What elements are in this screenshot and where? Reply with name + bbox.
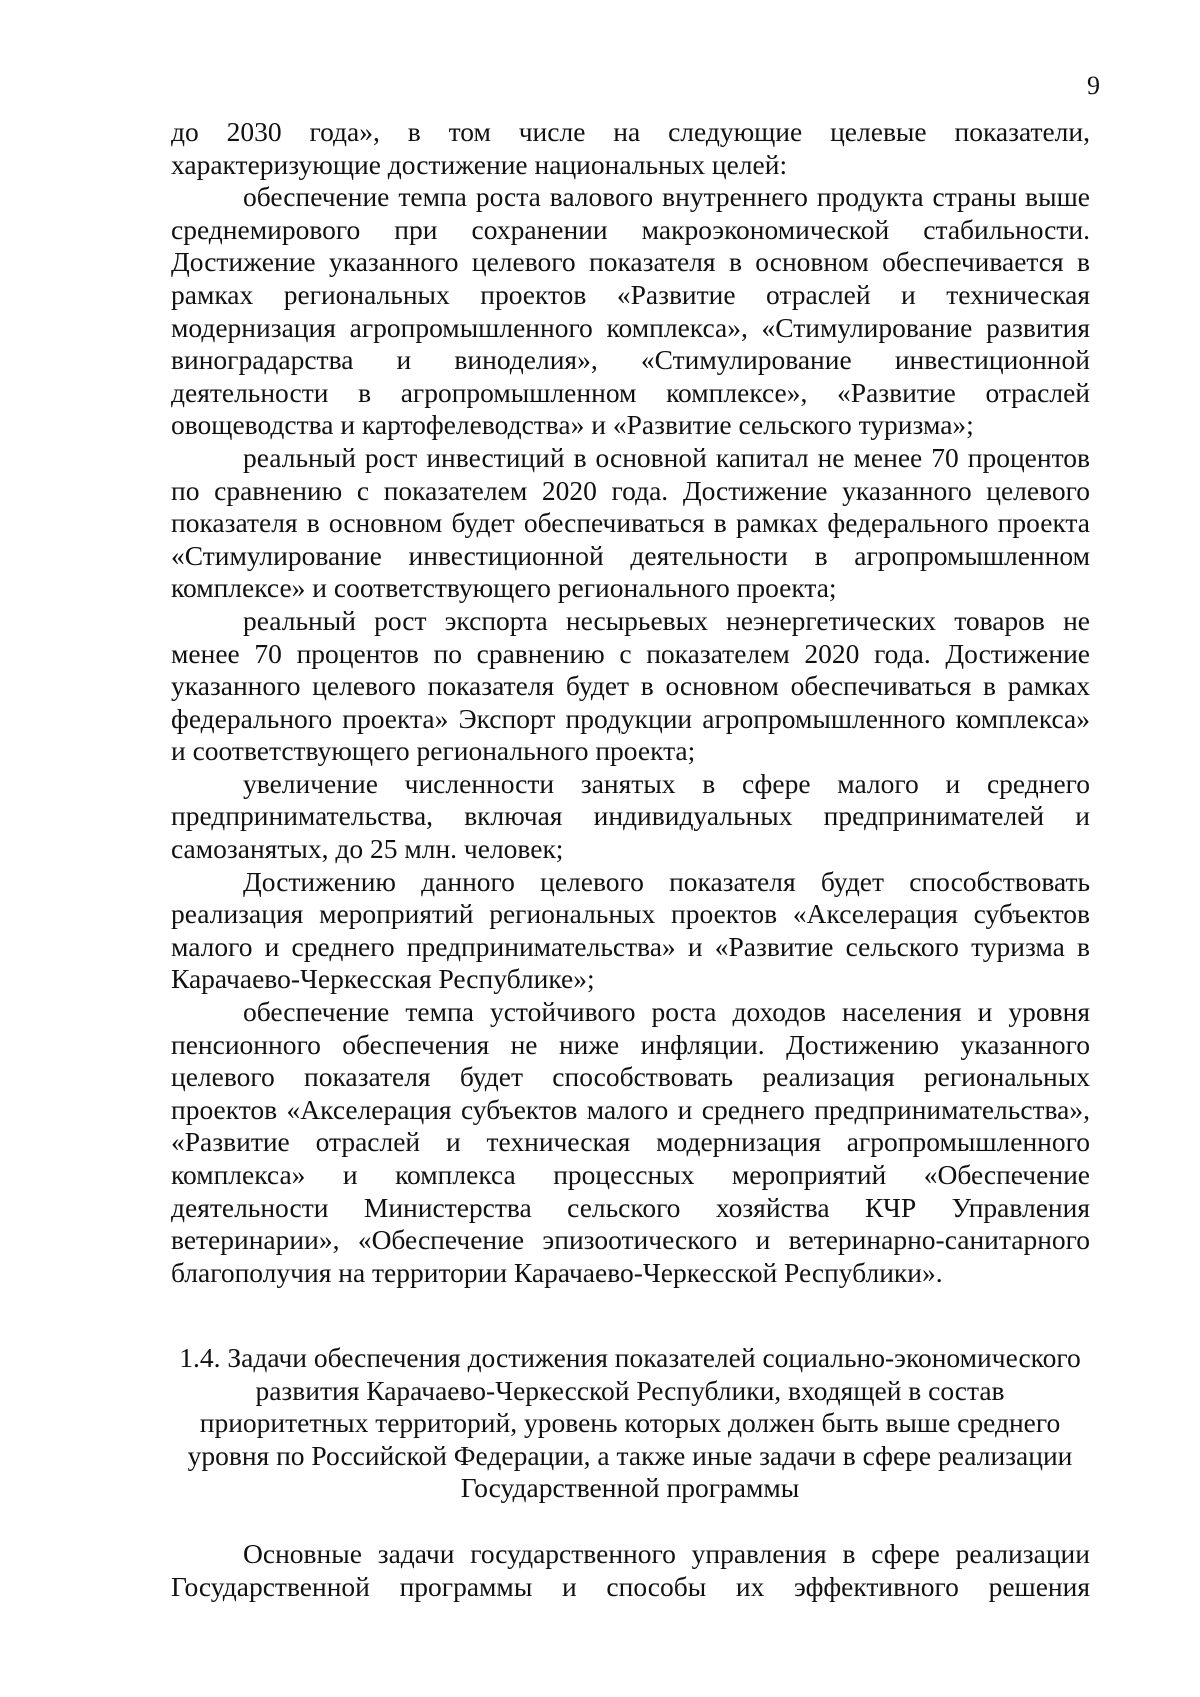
section-heading-line: развития Карачаево-Черкесской Республики, входящей в состав — [255, 1374, 1005, 1406]
paragraph-investment-growth: реальный рост инвестиций в основной капитал не менее 70 процентов по сравнению с показателем 2020 года. Достижение указанного целевого показателя в основном будет обеспечиваться в рамках федерального проекта «Стимулирование инвестиционной деятельности в агропромышленном комплексе» и соответствующего регионального проекта; — [171, 441, 1090, 604]
closing-text — [171, 1538, 1090, 1636]
section-heading-line: приоритетных территорий, уровень которых должен быть выше среднего — [199, 1407, 1061, 1439]
section-heading-line: 1.4. Задачи обеспечения достижения показателей социально-экономического — [179, 1342, 1081, 1373]
section-heading — [150, 1342, 1110, 1505]
paragraph-sme-projects: Достижению данного целевого показателя будет способствовать реализация мероприятий региональных проектов «Акселерация субъектов малого и среднего предпринимательства» и «Развитие сельского туризма в Карачаево-Черкесская Республике»; — [171, 865, 1090, 995]
paragraph-main-tasks-text: Основные задачи государственного управления в сфере реализации Государственной программы и способы их эффективного решения — [171, 1538, 1090, 1602]
paragraph-intro: до 2030 года», в том числе на следующие целевые показатели, характеризующие достижение национальных целей: — [171, 116, 1090, 180]
paragraph-gdp-growth: обеспечение темпа роста валового внутреннего продукта страны выше среднемирового при сохранении макроэкономической стабильности. Достижение указанного целевого показателя в основном обеспечивается в рамках региональных проектов «Развитие отраслей и техническая модернизация агропромышленного комплекса», «Стимулирование развития виноградарства и виноделия», «Стимулирование инвестиционной деятельности в агропромышленном комплексе», «Развитие отраслей овощеводства и картофелеводства» и «Развитие сельского туризма»; — [171, 181, 1090, 441]
paragraph-sme-employment: увеличение численности занятых в сфере малого и среднего предпринимательства, включая индивидуальных предпринимателей и самозанятых, до 25 млн. человек; — [171, 767, 1090, 865]
page-number: 9 — [1087, 71, 1100, 100]
paragraph-main-tasks — [171, 1538, 1090, 1636]
section-heading-line: Государственной программы — [460, 1472, 800, 1504]
body-text — [171, 116, 1090, 1289]
paragraph-income-growth: обеспечение темпа устойчивого роста доходов населения и уровня пенсионного обеспечения не ниже инфляции. Достижению указанного целевого показателя будет способствовать реализация региональных проектов «Акселерация субъектов малого и среднего предпринимательства», «Развитие отраслей и техническая модернизация агропромышленного комплекса» и комплекса процессных мероприятий «Обеспечение деятельности Министерства сельского хозяйства КЧР Управления ветеринарии», «Обеспечение эпизоотического и ветеринарно-санитарного благополучия на территории Карачаево-Черкесской Республики». — [171, 996, 1090, 1288]
section-heading-line: уровня по Российской Федерации, а также иные задачи в сфере реализации — [187, 1439, 1073, 1471]
paragraph-export-growth: реальный рост экспорта несырьевых неэнергетических товаров не менее 70 процентов по сравнению с показателем 2020 года. Достижение указанного целевого показателя будет в основном обеспечиваться в рамках федерального проекта» Экспорт продукции агропромышленного комплекса» и соответствующего регионального проекта; — [171, 604, 1090, 767]
